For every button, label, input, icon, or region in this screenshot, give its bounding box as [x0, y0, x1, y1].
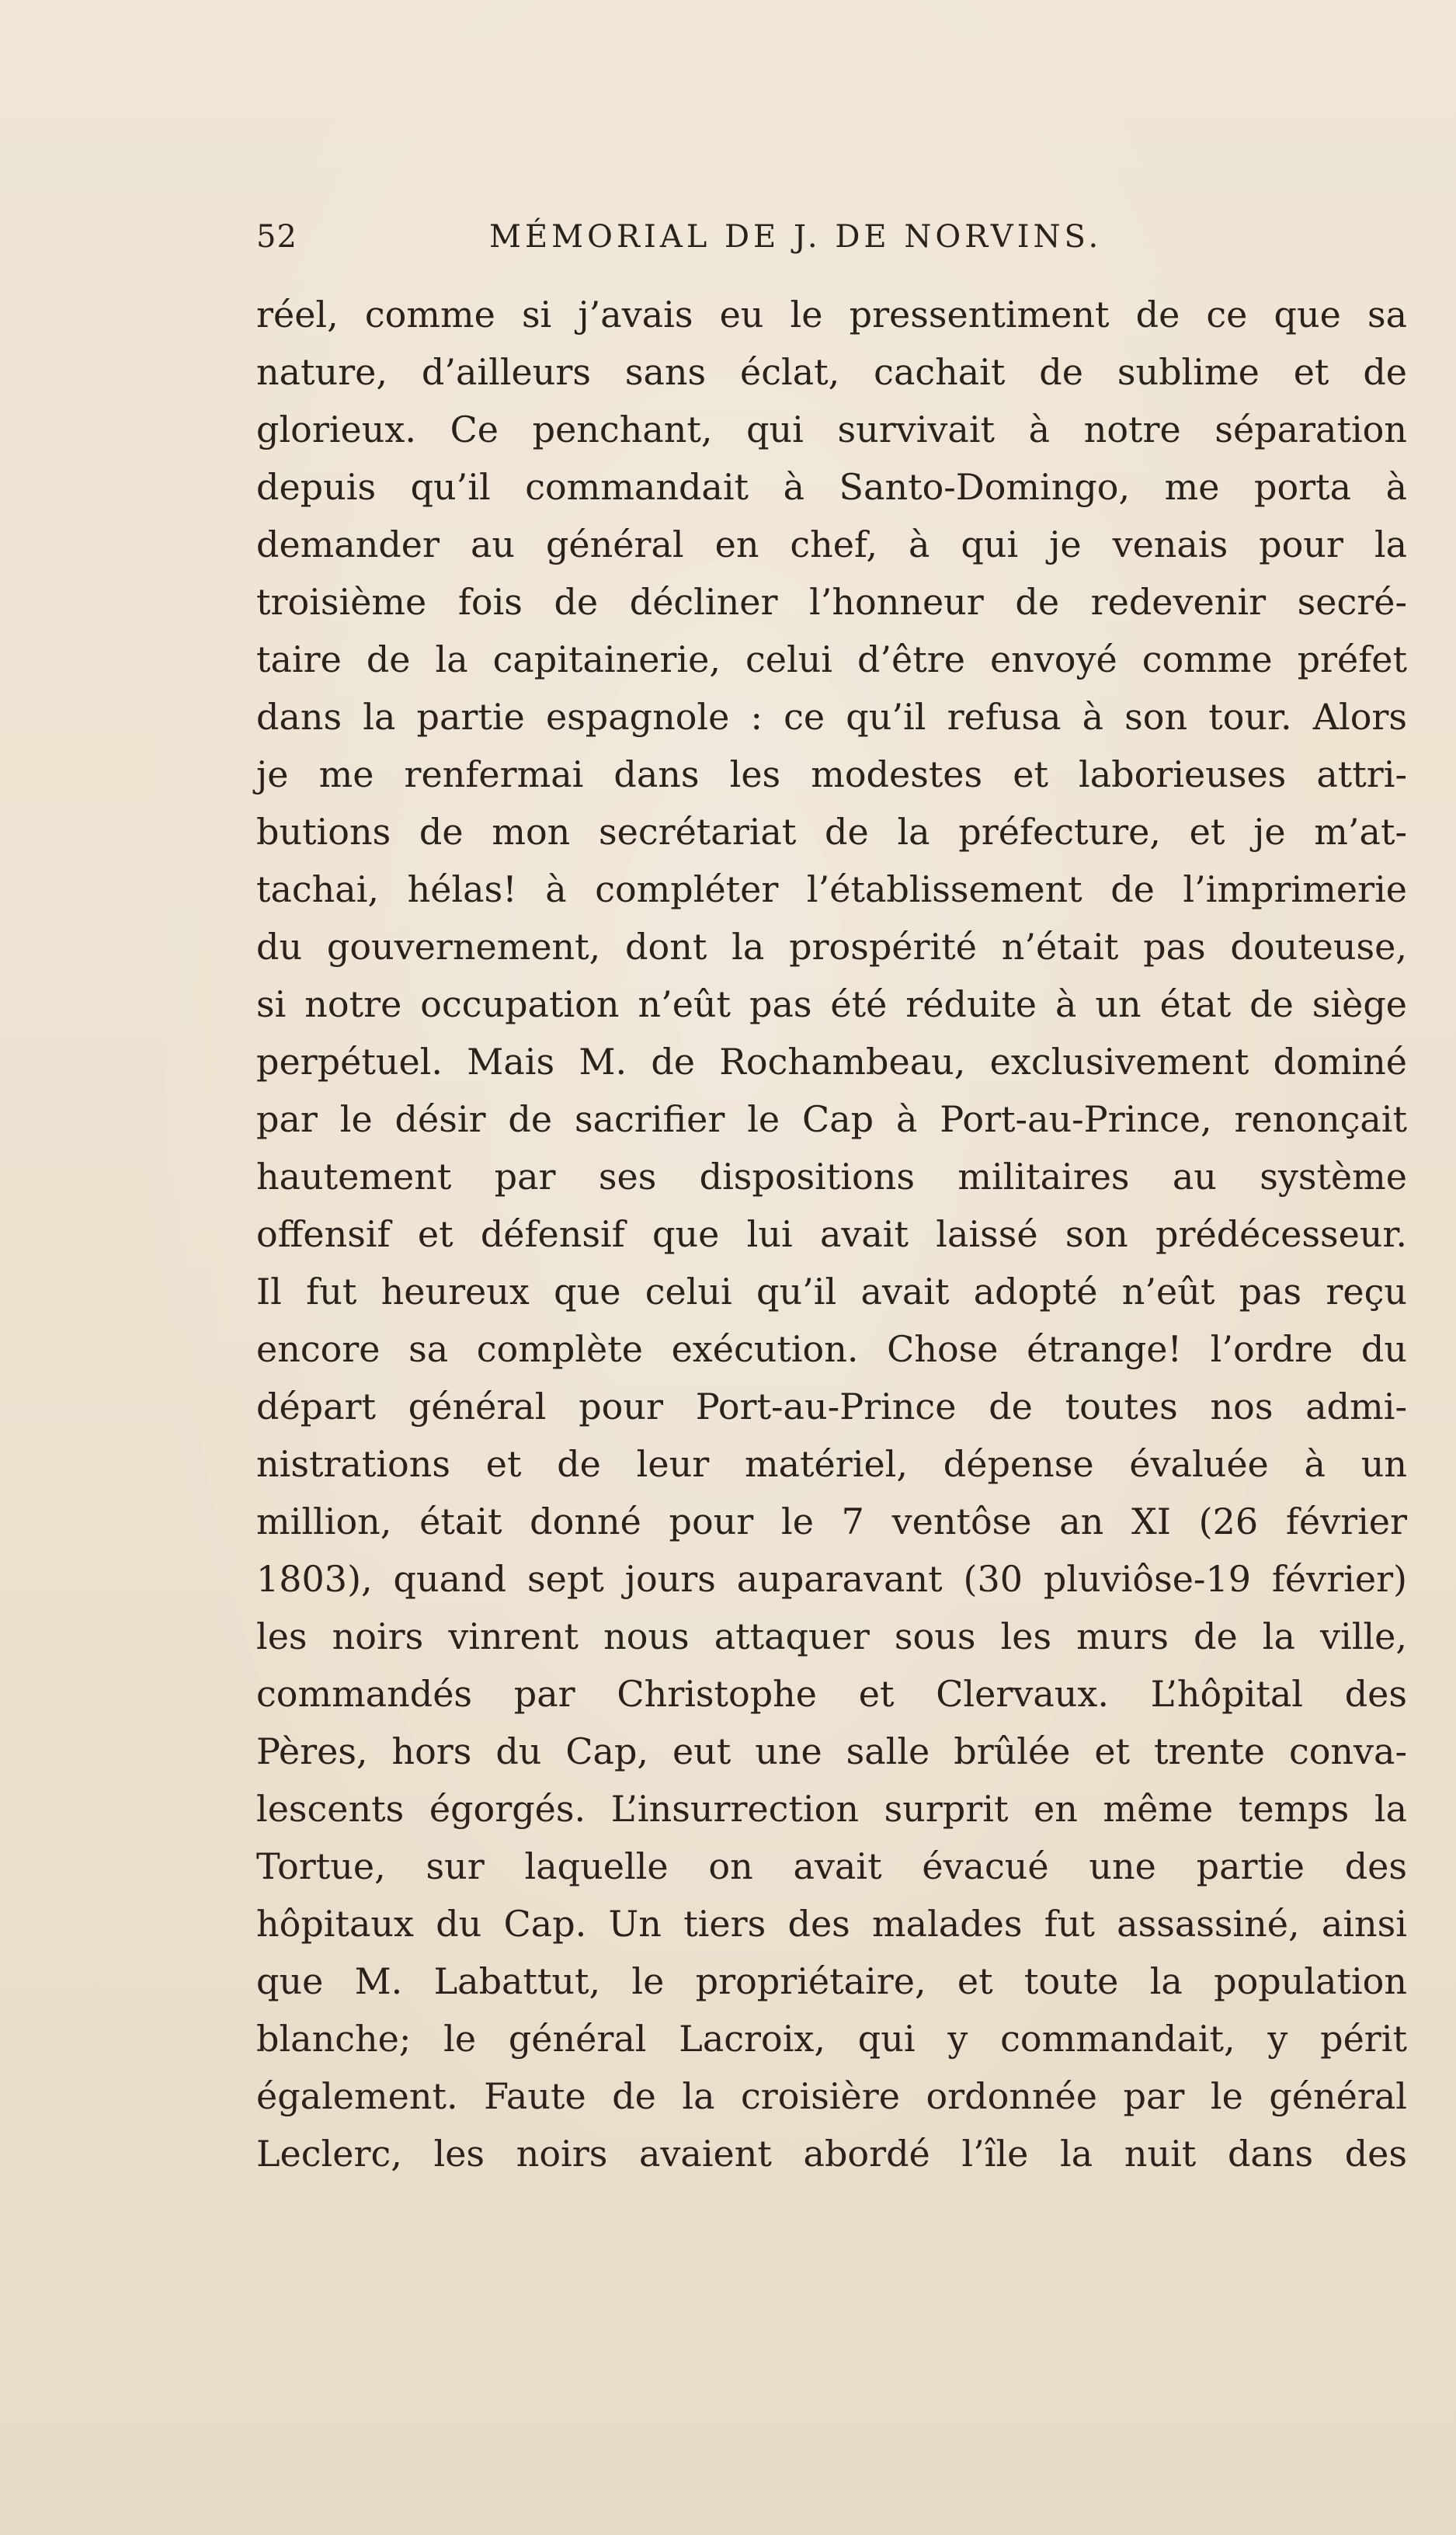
text-line-9: je me renfermai dans les modestes et laborieuses attri- — [256, 753, 1407, 795]
running-title: MÉMORIAL DE J. DE NORVINS. — [489, 219, 1103, 255]
text-line-14: perpétuel. Mais M. de Rochambeau, exclusivement dominé — [256, 1041, 1407, 1083]
text-line-13: si notre occupation n’eût pas été réduite à un état de siège — [256, 983, 1407, 1025]
text-line-21: nistrations et de leur matériel, dépense évaluée à un — [256, 1443, 1407, 1485]
text-line-31: blanche; le général Lacroix, qui y commandait, y périt — [256, 2018, 1407, 2060]
text-line-16: hautement par ses dispositions militaires au système — [256, 1156, 1407, 1198]
text-line-10: butions de mon secrétariat de la préfecture, et je m’at- — [256, 811, 1407, 853]
page-header — [256, 219, 1413, 266]
text-line-24: les noirs vinrent nous attaquer sous les murs de la ville, — [256, 1615, 1407, 1657]
text-line-26: Pères, hors du Cap, eut une salle brûlée et trente conva- — [256, 1730, 1407, 1772]
text-line-2: nature, d’ailleurs sans éclat, cachait de sublime et de — [256, 351, 1407, 393]
text-line-18: Il fut heureux que celui qu’il avait adopté n’eût pas reçu — [256, 1271, 1407, 1313]
text-line-4: depuis qu’il commandait à Santo-Domingo, me porta à — [256, 466, 1407, 508]
text-line-33: Leclerc, les noirs avaient abordé l’île la nuit dans des — [256, 2133, 1407, 2175]
text-line-11: tachai, hélas! à compléter l’établissement de l’imprimerie — [256, 868, 1407, 910]
text-line-8: dans la partie espagnole : ce qu’il refusa à son tour. Alors — [256, 696, 1407, 738]
text-line-27: lescents égorgés. L’insurrection surprit en même temps la — [256, 1788, 1407, 1830]
text-line-19: encore sa complète exécution. Chose étrange! l’ordre du — [256, 1328, 1407, 1370]
text-line-20: départ général pour Port-au-Prince de toutes nos admi- — [256, 1386, 1407, 1427]
text-line-12: du gouvernement, dont la prospérité n’était pas douteuse, — [256, 926, 1407, 968]
text-line-6: troisième fois de décliner l’honneur de redevenir secré- — [256, 581, 1407, 623]
text-line-17: offensif et défensif que lui avait laissé son prédécesseur. — [256, 1213, 1407, 1255]
text-line-30: que M. Labattut, le propriétaire, et toute la population — [256, 1960, 1407, 2002]
text-line-7: taire de la capitainerie, celui d’être envoyé comme préfet — [256, 638, 1407, 680]
page-number: 52 — [256, 219, 297, 255]
text-line-22: million, était donné pour le 7 ventôse an XI (26 février — [256, 1500, 1407, 1542]
text-line-25: commandés par Christophe et Clervaux. L’hôpital des — [256, 1673, 1407, 1715]
body-text — [256, 286, 1407, 2182]
text-line-23: 1803), quand sept jours auparavant (30 pluviôse-19 février) — [256, 1558, 1407, 1600]
text-line-29: hôpitaux du Cap. Un tiers des malades fut assassiné, ainsi — [256, 1903, 1407, 1945]
text-line-28: Tortue, sur laquelle on avait évacué une partie des — [256, 1845, 1407, 1887]
text-line-3: glorieux. Ce penchant, qui survivait à notre séparation — [256, 409, 1407, 450]
text-line-5: demander au général en chef, à qui je venais pour la — [256, 523, 1407, 565]
text-line-1: réel, comme si j’avais eu le pressentiment de ce que sa — [256, 294, 1407, 336]
text-line-15: par le désir de sacrifier le Cap à Port-au-Prince, renonçait — [256, 1098, 1407, 1140]
text-line-32: également. Faute de la croisière ordonnée par le général — [256, 2075, 1407, 2117]
